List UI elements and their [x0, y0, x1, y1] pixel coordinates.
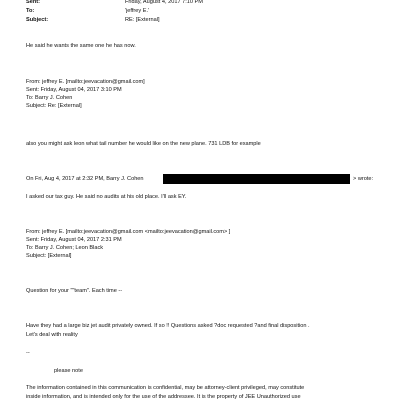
forward-from: From: jeffrey E. [mailto:jeevacation@gmail.com]	[26, 79, 145, 85]
to-value: 'jeffrey E.'	[125, 8, 150, 14]
subject-label: Subject:	[26, 17, 49, 23]
body-text: Have they had a large biz jet audit privately owned. If so !! Questions asked ?doc requested ?and final disposition .	[26, 323, 310, 329]
forward-sent: Sent: Friday, August 04, 2017 3:10 PM	[26, 87, 122, 93]
forward-from: From: jeffrey E. [mailto:jeevacation@gmail.com <mailto:jeevacation@gmail.com> ]	[26, 229, 231, 235]
sent-label: Sent:	[26, 0, 40, 5]
to-label: To:	[26, 8, 35, 14]
forward-subject: Subject: [External]	[26, 253, 72, 259]
body-text: I asked our tax guy. He said no audits at his old place. I'll ask EY.	[26, 194, 187, 200]
forward-sent: Sent: Friday, August 04, 2017 2:31 PM	[26, 237, 122, 243]
forward-subject: Subject: Re: [External]	[26, 103, 82, 109]
redaction-block	[163, 174, 350, 184]
forward-to: To: Barry J. Cohen; Leon Black	[26, 245, 104, 251]
body-text: He said he wants the same one he has now.	[26, 43, 136, 49]
signature-separator: --	[26, 350, 30, 356]
quote-intro: On Fri, Aug 4, 2017 at 2:32 PM, Barry J. Cohen	[26, 176, 144, 182]
sent-value: Friday, August 4, 2017 7:10 PM	[125, 0, 203, 5]
body-text: also you might ask leon what tail number he would like on the new plane. 731 LDB for example	[26, 141, 261, 147]
disclaimer-text: The information contained in this communication is confidential, may be attorney-client privileged, may constitute	[26, 385, 305, 391]
subject-value: RE: [External]	[125, 17, 160, 23]
forward-to: To: Barry J. Cohen	[26, 95, 73, 101]
body-text: Question for your ""team". Each time --	[26, 288, 123, 294]
body-text: Let's deal with reality	[26, 332, 78, 338]
disclaimer-text: inside information, and is intended only for the use of the addressee. It is the property of JEE Unauthorized use	[26, 394, 301, 400]
quote-intro-end: > wrote:	[353, 176, 374, 182]
please-note: please note	[54, 368, 83, 374]
